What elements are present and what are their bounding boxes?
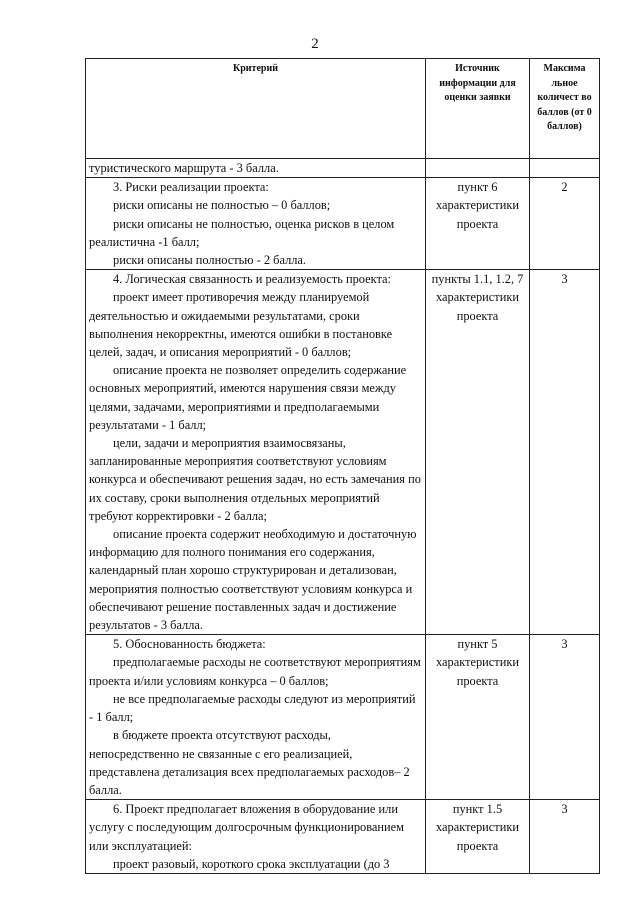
source-cell <box>426 159 530 178</box>
criterion-text: 3. Риски реализации проекта: <box>113 180 269 195</box>
criterion-text: описание проекта не позволяет определить содержание основных мероприятий, имеются нарушения связи между целями, задачами, мероприятиями и предполагаемыми результатами - 1 балл; <box>89 363 407 432</box>
criteria-table <box>85 58 600 874</box>
page-number: 2 <box>311 36 319 52</box>
table-row <box>86 635 600 800</box>
criterion-text: 4. Логическая связанность и реализуемость проекта: <box>113 272 391 287</box>
max-score-cell: 3 <box>530 800 600 874</box>
criterion-cell <box>86 159 426 178</box>
header-criterion: Критерий <box>86 59 426 159</box>
criterion-text: риски описаны не полностью – 0 баллов; <box>113 198 331 213</box>
max-score-cell: 2 <box>530 178 600 270</box>
header-source: Источник информации для оценки заявки <box>426 59 530 159</box>
criterion-cell <box>86 635 426 800</box>
criterion-text: проект разовый, короткого срока эксплуатации (до 3 <box>113 856 390 871</box>
criterion-text: 5. Обоснованность бюджета: <box>113 637 266 652</box>
source-cell: пункт 6 характеристики проекта <box>426 178 530 270</box>
criterion-cell <box>86 800 426 874</box>
source-cell: пункт 5 характеристики проекта <box>426 635 530 800</box>
source-cell: пункты 1.1, 1.2, 7 характеристики проекта <box>426 270 530 635</box>
criterion-text: туристического маршрута - 3 балла. <box>89 161 279 175</box>
criterion-text: 6. Проект предполагает вложения в оборудование или услугу с последующим долгосрочным функционированием или эксплуатацией: <box>89 802 405 853</box>
table-row <box>86 270 600 635</box>
source-cell: пункт 1.5 характеристики проекта <box>426 800 530 874</box>
criterion-text: риски описаны не полностью, оценка рисков в целом реалистична -1 балл; <box>89 216 395 249</box>
criterion-text: описание проекта содержит необходимую и достаточную информацию для полного понимания его содержания, календарный план хорошо структурирован и детализован, мероприятия полностью соответствуют условиям конкурса и обеспечивают решение поставленных задач и достижение результатов - 3 балла. <box>89 527 417 633</box>
criterion-text: проект имеет противоречия между планируемой деятельностью и ожидаемыми результатами, сроки выполнения некорректны, имеются ошибки в постановке целей, задач, и описания мероприятий - 0 баллов; <box>89 290 393 360</box>
max-score-cell: 3 <box>530 635 600 800</box>
table-header-row <box>86 59 600 159</box>
table-row <box>86 800 600 874</box>
criterion-text: цели, задачи и мероприятия взаимосвязаны, запланированные мероприятия соответствуют условиям конкурса и обеспечивают решения задач, но есть замечания по их составу, сроки выполнения отдельных мероприятий требуют корректировки - 2 балла; <box>89 436 421 523</box>
max-score-cell <box>530 159 600 178</box>
criterion-text: не все предполагаемые расходы следуют из мероприятий - 1 балл; <box>89 691 416 725</box>
table-row <box>86 159 600 178</box>
criterion-text: риски описаны полностью - 2 балла. <box>113 253 307 268</box>
header-max-score: Максима льное количест во баллов (от 0 баллов) <box>530 59 600 159</box>
table-row <box>86 178 600 270</box>
criterion-text: предполагаемые расходы не соответствуют мероприятиям проекта и/или условиям конкурса – 0 баллов; <box>89 655 421 688</box>
criterion-cell <box>86 178 426 270</box>
criterion-text: в бюджете проекта отсутствуют расходы, непосредственно не связанные с его реализацией, представлена детализация всех предполагаемых расходов– 2 балла. <box>89 728 410 797</box>
max-score-cell: 3 <box>530 270 600 635</box>
criterion-cell <box>86 270 426 635</box>
